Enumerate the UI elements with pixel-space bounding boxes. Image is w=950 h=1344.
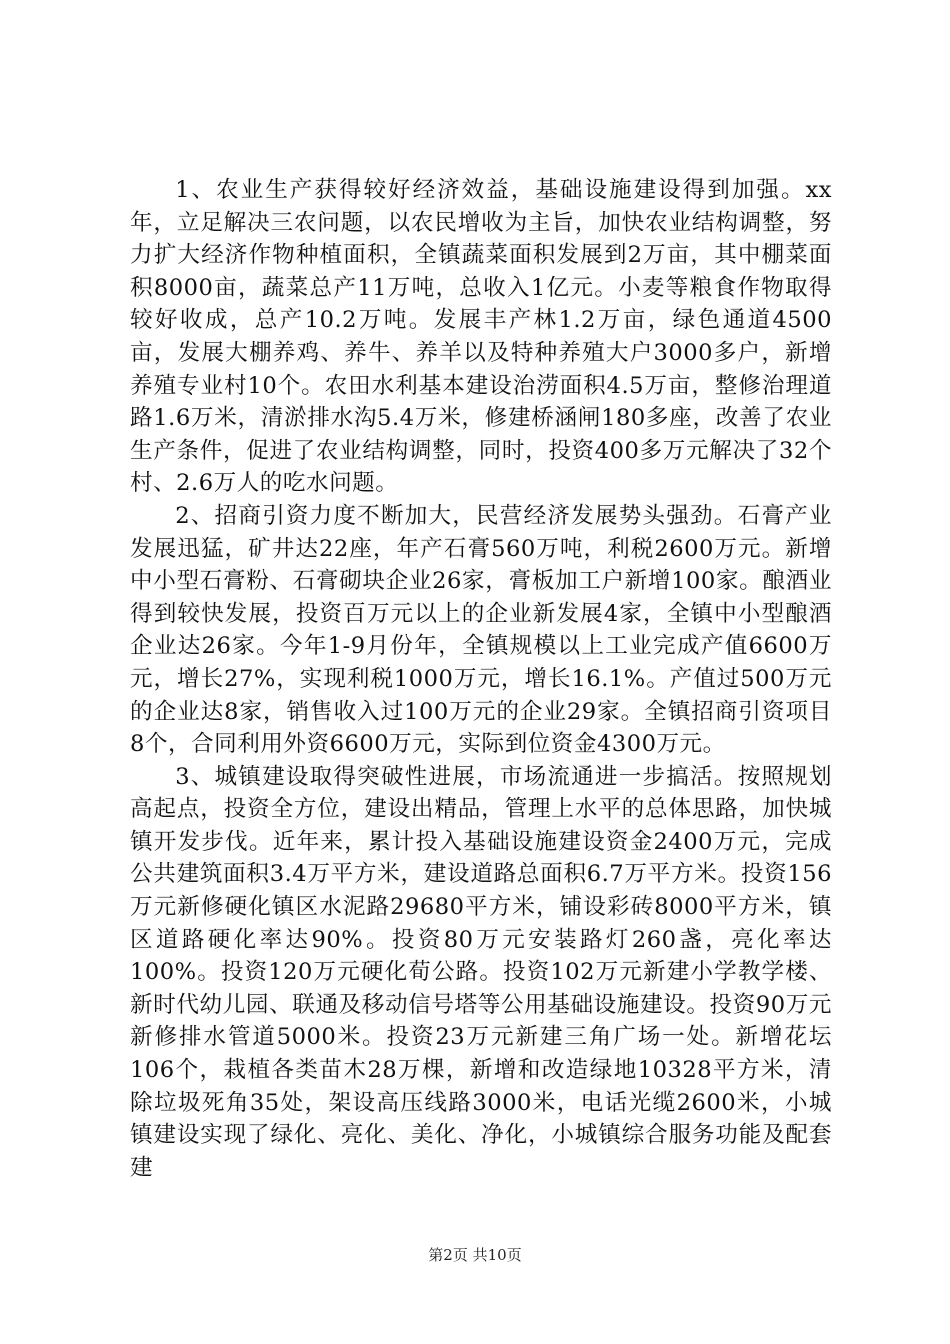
paragraph-investment: 2、招商引资力度不断加大，民营经济发展势头强劲。石膏产业发展迅猛，矿井达22座，年产石膏560万吨，利税2600万元。新增中小型石膏粉、石膏砌块企业26家，膏板加工户新增100家。酿酒业得到较快发展，投资百万元以上的企业新发展4家，全镇中小型酿酒企业达26家。今年1-9月份年，全镇规模以上工业完成产值6600万元，增长27%，实现利税1000万元，增长16.1%。产值过500万元的企业达8家，销售收入过100万元的企业29家。全镇招商引资项目8个，合同利用外资6600万元，实际到位资金4300万元。 (130, 502, 832, 758)
document-body (130, 174, 832, 1184)
paragraph-town-construction: 3、城镇建设取得突破性进展，市场流通进一步搞活。按照规划高起点，投资全方位，建设出精品，管理上水平的总体思路，加快城镇开发步伐。近年来，累计投入基础设施建设资金2400万元，完成公共建筑面积3.4万平方米，建设道路总面积6.7万平方米。投资156万元新修硬化镇区水泥路29680平方米，铺设彩砖8000平方米，镇区道路硬化率达90%。投资80万元安装路灯260盏，亮化率达100%。投资120万元硬化荀公路。投资102万元新建小学教学楼、新时代幼儿园、联通及移动信号塔等公用基础设施建设。投资90万元新修排水管道5000米。投资23万元新建三角广场一处。新增花坛106个，栽植各类苗木28万棵，新增和改造绿地10328平方米，清除垃圾死角35处，架设高压线路3000米，电话光缆2600米，小城镇建设实现了绿化、亮化、美化、净化，小城镇综合服务功能及配套建 (130, 763, 832, 1181)
page-footer (0, 1245, 950, 1265)
page-indicator: 第2页 共10页 (428, 1246, 522, 1264)
paragraph-agriculture: 1、农业生产获得较好经济效益，基础设施建设得到加强。xx年，立足解决三农问题，以农民增收为主旨，加快农业结构调整，努力扩大经济作物种植面积，全镇蔬菜面积发展到2万亩，其中棚菜面积8000亩，蔬菜总产11万吨，总收入1亿元。小麦等粮食作物取得较好收成，总产10.2万吨。发展丰产林1.2万亩，绿色通道4500亩，发展大棚养鸡、养牛、养羊以及特种养殖大户3000多户，新增养殖专业村10个。农田水利基本建设治涝面积4.5万亩，整修治理道路1.6万米，清淤排水沟5.4万米，修建桥涵闸180多座，改善了农业生产条件，促进了农业结构调整，同时，投资400多万元解决了32个村、2.6万人的吃水问题。 (130, 177, 832, 497)
